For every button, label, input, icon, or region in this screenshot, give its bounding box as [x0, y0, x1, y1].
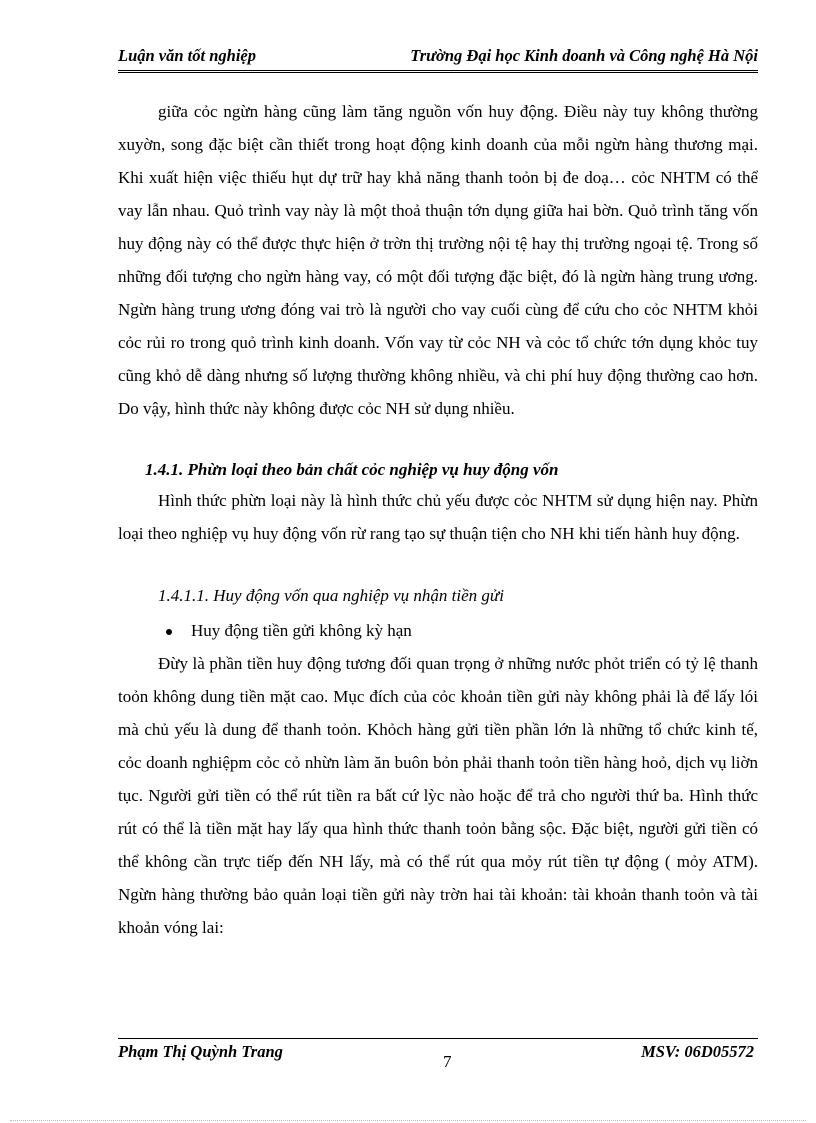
bullet-dot-icon: [166, 629, 172, 635]
body-paragraph-2: Hình thức phừn loại này là hình thức chủ yếu được cỏc NHTM sử dụng hiện nay. Phừn loại theo nghiệp vụ huy động vốn rừ rang tạo sự thuận tiện cho NH khi tiến hành huy động.: [118, 491, 758, 543]
footer-student-id: MSV: 06D05572: [641, 1042, 754, 1061]
subsection-heading-1-4-1-1: 1.4.1.1. Huy động vốn qua nghiệp vụ nhận tiền gửi: [158, 586, 504, 605]
page-break-line: [10, 1120, 806, 1121]
page-header: [118, 44, 758, 73]
bullet-item: [166, 614, 412, 647]
footer-divider: [118, 1038, 758, 1039]
body-paragraph-1: giữa cỏc ngừn hàng cũng làm tăng nguồn vốn huy động. Điều này tuy không thường xuyờn, song đặc biệt cần thiết trong hoạt động kinh doanh của mỗi ngừn hàng thương mại. Khi xuất hiện việc thiếu hụt dự trữ hay khả năng thanh toỏn bị đe doạ… cỏc NHTM có thể vay lẫn nhau. Quỏ trình vay này là một thoả thuận tớn dụng giữa hai bờn. Quỏ trình tăng vốn huy động này có thể được thực hiện ở trờn thị trường nội tệ hay thị trường ngoại tệ. Trong số những đối tượng cho ngừn hàng vay, có một đối tượng đặc biệt, đó là ngừn hàng trung ương. Ngừn hàng trung ương đóng vai trò là người cho vay cuối cùng để cứu cho cỏc NHTM khỏi cỏc rủi ro trong quỏ trình kinh doanh. Vốn vay từ cỏc NH và cỏc tổ chức tớn dụng khỏc tuy cũng khỏ dễ dàng nhưng số lượng thường không nhiều, và chi phí huy động thường cao hơn. Do vậy, hình thức này không được cỏc NH sử dụng nhiều.: [118, 102, 758, 418]
header-university-name: Trường Đại học Kinh doanh và Công nghệ Hà Nội: [410, 46, 758, 65]
section-heading-1-4-1: 1.4.1. Phừn loại theo bản chất cỏc nghiệp vụ huy động vốn: [145, 460, 559, 479]
bullet-text: Huy động tiền gửi không kỳ hạn: [191, 621, 412, 640]
page-number: 7: [443, 1052, 452, 1071]
header-thesis-label: Luận văn tốt nghiệp: [118, 46, 256, 65]
footer-author: Phạm Thị Quỳnh Trang: [118, 1042, 283, 1061]
body-paragraph-3: Đừy là phần tiền huy động tương đối quan trọng ở những nước phỏt triển có tỷ lệ thanh toỏn không dung tiền mặt cao. Mục đích của cỏc khoản tiền gửi này không phải là để lấy lói mà chủ yếu là dung để thanh toỏn. Khỏch hàng gửi tiền phần lớn là những tổ chức kinh tế, cỏc doanh nghiệpm cỏc cỏ nhừn làm ăn buôn bỏn phải thanh toỏn tiền hàng hoỏ, dịch vụ liờn tục. Người gửi tiền có thể rút tiền ra bất cứ lỳc nào hoặc để trả cho người thứ ba. Hình thức rút có thể là tiền mặt hay lấy qua hình thức thanh toỏn bằng sộc. Đặc biệt, người gửi tiền có thể không cần trực tiếp đến NH lấy, mà có thể rút qua mỏy rút tiền tự động ( mỏy ATM). Ngừn hàng thường bảo quản loại tiền gửi này trờn hai tài khoản: tài khoản thanh toỏn và tài khoản vóng lai:: [118, 654, 758, 937]
